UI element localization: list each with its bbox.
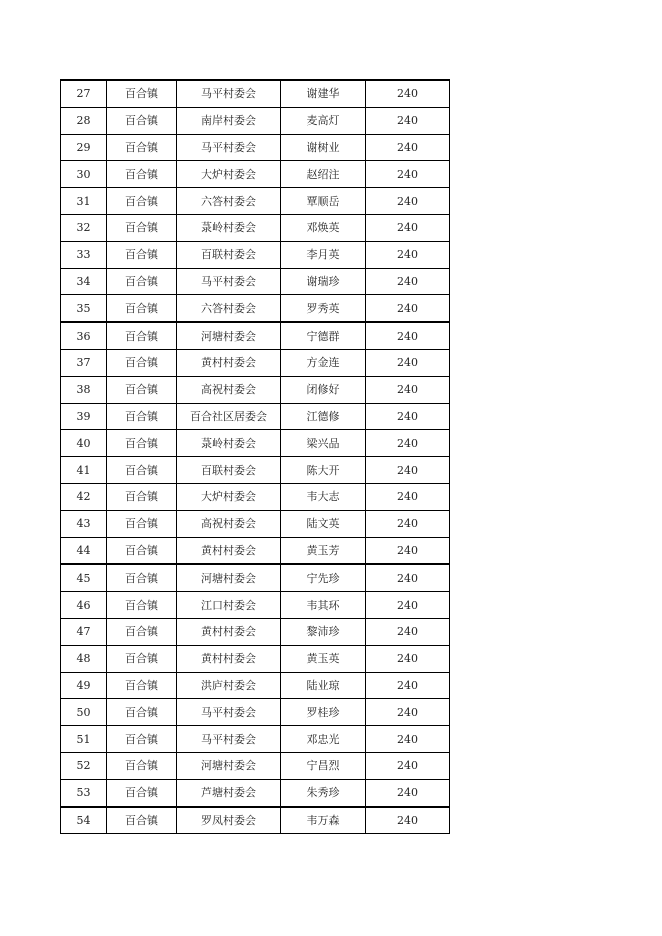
person-name-cell: 梁兴品 (281, 430, 366, 457)
row-number-cell: 52 (61, 752, 107, 779)
amount-cell: 240 (366, 807, 450, 834)
person-name-cell: 谢建华 (281, 80, 366, 107)
town-cell: 百合镇 (107, 564, 177, 591)
village-committee-cell: 菉岭村委会 (177, 214, 281, 241)
amount-cell: 240 (366, 376, 450, 403)
town-cell: 百合镇 (107, 807, 177, 834)
person-name-cell: 覃顺岳 (281, 188, 366, 215)
table-row (61, 672, 450, 699)
table-row (61, 483, 450, 510)
amount-cell: 240 (366, 645, 450, 672)
person-name-cell: 韦其环 (281, 592, 366, 619)
table-row (61, 295, 450, 322)
amount-cell: 240 (366, 349, 450, 376)
amount-cell: 240 (366, 537, 450, 564)
table-row (61, 564, 450, 591)
town-cell: 百合镇 (107, 403, 177, 430)
village-committee-cell: 六答村委会 (177, 295, 281, 322)
table-row (61, 241, 450, 268)
amount-cell: 240 (366, 295, 450, 322)
amount-cell: 240 (366, 699, 450, 726)
row-number-cell: 50 (61, 699, 107, 726)
person-name-cell: 黄玉英 (281, 645, 366, 672)
row-number-cell: 40 (61, 430, 107, 457)
table-row (61, 618, 450, 645)
person-name-cell: 邓焕英 (281, 214, 366, 241)
town-cell: 百合镇 (107, 295, 177, 322)
amount-cell: 240 (366, 430, 450, 457)
village-committee-cell: 洪庐村委会 (177, 672, 281, 699)
person-name-cell: 方金连 (281, 349, 366, 376)
town-cell: 百合镇 (107, 161, 177, 188)
village-committee-cell: 黄村村委会 (177, 645, 281, 672)
village-committee-cell: 六答村委会 (177, 188, 281, 215)
town-cell: 百合镇 (107, 80, 177, 107)
town-cell: 百合镇 (107, 537, 177, 564)
person-name-cell: 陆业琼 (281, 672, 366, 699)
town-cell: 百合镇 (107, 457, 177, 484)
row-number-cell: 47 (61, 618, 107, 645)
town-cell: 百合镇 (107, 107, 177, 134)
village-committee-cell: 罗凤村委会 (177, 807, 281, 834)
town-cell: 百合镇 (107, 349, 177, 376)
person-name-cell: 麦高灯 (281, 107, 366, 134)
table-row (61, 188, 450, 215)
roster-table (60, 79, 450, 834)
person-name-cell: 韦大志 (281, 483, 366, 510)
town-cell: 百合镇 (107, 592, 177, 619)
person-name-cell: 罗秀英 (281, 295, 366, 322)
amount-cell: 240 (366, 214, 450, 241)
amount-cell: 240 (366, 483, 450, 510)
village-committee-cell: 黄村村委会 (177, 349, 281, 376)
amount-cell: 240 (366, 268, 450, 295)
table-row (61, 403, 450, 430)
village-committee-cell: 马平村委会 (177, 726, 281, 753)
row-number-cell: 27 (61, 80, 107, 107)
town-cell: 百合镇 (107, 752, 177, 779)
village-committee-cell: 河塘村委会 (177, 564, 281, 591)
table-row (61, 457, 450, 484)
village-committee-cell: 马平村委会 (177, 80, 281, 107)
person-name-cell: 赵绍注 (281, 161, 366, 188)
town-cell: 百合镇 (107, 779, 177, 806)
row-number-cell: 39 (61, 403, 107, 430)
town-cell: 百合镇 (107, 699, 177, 726)
village-committee-cell: 百联村委会 (177, 241, 281, 268)
row-number-cell: 29 (61, 134, 107, 161)
village-committee-cell: 马平村委会 (177, 134, 281, 161)
town-cell: 百合镇 (107, 241, 177, 268)
village-committee-cell: 黄村村委会 (177, 618, 281, 645)
town-cell: 百合镇 (107, 322, 177, 349)
amount-cell: 240 (366, 779, 450, 806)
table-row (61, 537, 450, 564)
town-cell: 百合镇 (107, 483, 177, 510)
amount-cell: 240 (366, 403, 450, 430)
row-number-cell: 53 (61, 779, 107, 806)
table-row (61, 80, 450, 107)
table-row (61, 322, 450, 349)
town-cell: 百合镇 (107, 134, 177, 161)
amount-cell: 240 (366, 510, 450, 537)
table-row (61, 510, 450, 537)
table-row (61, 268, 450, 295)
person-name-cell: 谢树业 (281, 134, 366, 161)
amount-cell: 240 (366, 726, 450, 753)
person-name-cell: 宁昌烈 (281, 752, 366, 779)
amount-cell: 240 (366, 80, 450, 107)
row-number-cell: 31 (61, 188, 107, 215)
amount-cell: 240 (366, 107, 450, 134)
amount-cell: 240 (366, 592, 450, 619)
person-name-cell: 闭修好 (281, 376, 366, 403)
row-number-cell: 46 (61, 592, 107, 619)
amount-cell: 240 (366, 457, 450, 484)
table-row (61, 699, 450, 726)
roster-table-body (61, 80, 450, 834)
table-row (61, 107, 450, 134)
village-committee-cell: 马平村委会 (177, 268, 281, 295)
table-row (61, 592, 450, 619)
town-cell: 百合镇 (107, 645, 177, 672)
amount-cell: 240 (366, 672, 450, 699)
table-row (61, 430, 450, 457)
amount-cell: 240 (366, 618, 450, 645)
row-number-cell: 42 (61, 483, 107, 510)
amount-cell: 240 (366, 188, 450, 215)
village-committee-cell: 南岸村委会 (177, 107, 281, 134)
village-committee-cell: 菉岭村委会 (177, 430, 281, 457)
amount-cell: 240 (366, 564, 450, 591)
amount-cell: 240 (366, 752, 450, 779)
row-number-cell: 48 (61, 645, 107, 672)
town-cell: 百合镇 (107, 672, 177, 699)
village-committee-cell: 大炉村委会 (177, 161, 281, 188)
person-name-cell: 陈大开 (281, 457, 366, 484)
table-row (61, 134, 450, 161)
row-number-cell: 45 (61, 564, 107, 591)
row-number-cell: 38 (61, 376, 107, 403)
village-committee-cell: 黄村村委会 (177, 537, 281, 564)
village-committee-cell: 大炉村委会 (177, 483, 281, 510)
person-name-cell: 黄玉芳 (281, 537, 366, 564)
village-committee-cell: 马平村委会 (177, 699, 281, 726)
town-cell: 百合镇 (107, 188, 177, 215)
town-cell: 百合镇 (107, 726, 177, 753)
person-name-cell: 谢瑞珍 (281, 268, 366, 295)
town-cell: 百合镇 (107, 430, 177, 457)
person-name-cell: 宁德群 (281, 322, 366, 349)
table-row (61, 645, 450, 672)
village-committee-cell: 百合社区居委会 (177, 403, 281, 430)
row-number-cell: 44 (61, 537, 107, 564)
person-name-cell: 江德修 (281, 403, 366, 430)
row-number-cell: 28 (61, 107, 107, 134)
village-committee-cell: 河塘村委会 (177, 752, 281, 779)
person-name-cell: 陆文英 (281, 510, 366, 537)
row-number-cell: 34 (61, 268, 107, 295)
person-name-cell: 韦万森 (281, 807, 366, 834)
person-name-cell: 邓忠光 (281, 726, 366, 753)
table-row (61, 752, 450, 779)
row-number-cell: 49 (61, 672, 107, 699)
row-number-cell: 51 (61, 726, 107, 753)
row-number-cell: 36 (61, 322, 107, 349)
amount-cell: 240 (366, 134, 450, 161)
row-number-cell: 35 (61, 295, 107, 322)
amount-cell: 240 (366, 161, 450, 188)
town-cell: 百合镇 (107, 268, 177, 295)
town-cell: 百合镇 (107, 510, 177, 537)
person-name-cell: 罗桂珍 (281, 699, 366, 726)
person-name-cell: 黎沛珍 (281, 618, 366, 645)
village-committee-cell: 高祝村委会 (177, 376, 281, 403)
row-number-cell: 41 (61, 457, 107, 484)
table-row (61, 161, 450, 188)
row-number-cell: 43 (61, 510, 107, 537)
table-row (61, 376, 450, 403)
amount-cell: 240 (366, 241, 450, 268)
table-row (61, 214, 450, 241)
village-committee-cell: 河塘村委会 (177, 322, 281, 349)
town-cell: 百合镇 (107, 618, 177, 645)
village-committee-cell: 百联村委会 (177, 457, 281, 484)
row-number-cell: 32 (61, 214, 107, 241)
town-cell: 百合镇 (107, 214, 177, 241)
village-committee-cell: 江口村委会 (177, 592, 281, 619)
person-name-cell: 宁先珍 (281, 564, 366, 591)
row-number-cell: 30 (61, 161, 107, 188)
table-row (61, 779, 450, 806)
amount-cell: 240 (366, 322, 450, 349)
person-name-cell: 李月英 (281, 241, 366, 268)
table-row (61, 726, 450, 753)
village-committee-cell: 高祝村委会 (177, 510, 281, 537)
town-cell: 百合镇 (107, 376, 177, 403)
person-name-cell: 朱秀珍 (281, 779, 366, 806)
table-row (61, 349, 450, 376)
village-committee-cell: 芦塘村委会 (177, 779, 281, 806)
row-number-cell: 33 (61, 241, 107, 268)
table-row (61, 807, 450, 834)
row-number-cell: 54 (61, 807, 107, 834)
row-number-cell: 37 (61, 349, 107, 376)
